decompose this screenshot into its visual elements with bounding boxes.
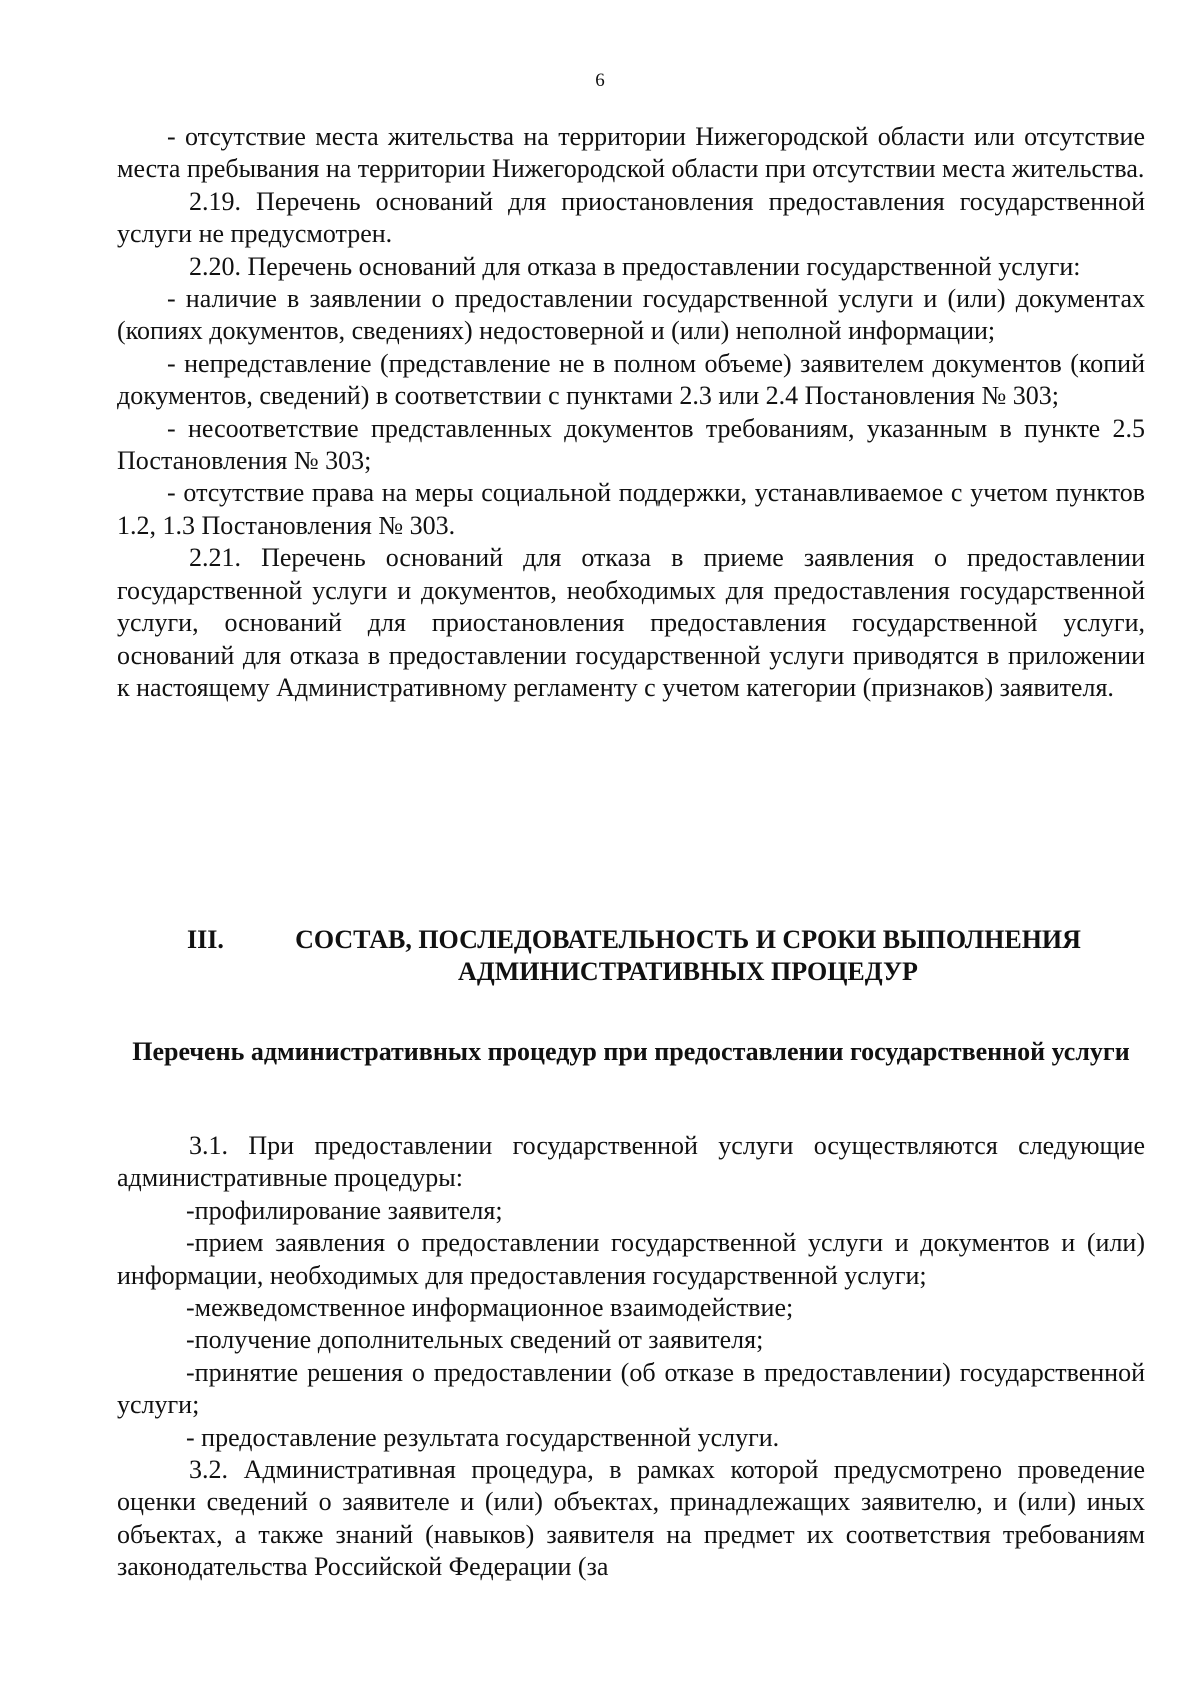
paragraph-3-1: 3.1. При предоставлении государственной услуги осуществляются следующие административные процедуры:	[117, 1131, 1145, 1193]
section-subheading: Перечень административных процедур при предоставлении государственной услуги	[132, 1037, 1130, 1066]
list-item-profiling: -профилирование заявителя;	[186, 1195, 503, 1225]
paragraph-missing-docs: - непредставление (представление не в полном объеме) заявителем документов (копий документов, сведений) в соответствии с пунктами 2.3 или 2.4 Постановления № 303;	[117, 348, 1145, 411]
paragraph-2-19: 2.19. Перечень оснований для приостановления предоставления государственной услуги не предусмотрен.	[117, 186, 1145, 249]
page-number: 6	[595, 70, 605, 91]
chapter-heading	[187, 924, 1117, 989]
chapter-title: СОСТАВ, ПОСЛЕДОВАТЕЛЬНОСТЬ И СРОКИ ВЫПОЛНЕНИЯ АДМИНИСТРАТИВНЫХ ПРОЦЕДУР	[295, 925, 1081, 987]
list-item-result: - предоставление результата государственной услуги.	[186, 1422, 780, 1452]
chapter-number: III.	[187, 925, 224, 954]
paragraph-2-21: 2.21. Перечень оснований для отказа в приеме заявления о предоставлении государственной услуги и документов, необходимых для предоставления государственной услуги, оснований для приостановления предоставления государственной услуги, оснований для отказа в предоставлении государственной услуги приводятся в приложении к настоящему Административному регламенту с учетом категории (признаков) заявителя.	[117, 543, 1145, 702]
list-item-reception: -прием заявления о предоставлении государственной услуги и документов и (или) информации, необходимых для предоставления государственной услуги;	[117, 1228, 1145, 1290]
section-procedures	[117, 1130, 1145, 1584]
paragraph-false-info: - наличие в заявлении о предоставлении государственной услуги и (или) документах (копиях документов, сведениях) недостоверной и (или) неполной информации;	[117, 284, 1145, 346]
paragraph-noncompliance: - несоответствие представленных документов требованиям, указанным в пункте 2.5 Постановления № 303;	[117, 413, 1145, 476]
paragraph-no-residence: - отсутствие места жительства на территории Нижегородской области или отсутствие места пребывания на территории Нижегородской области при отсутствии места жительства.	[117, 122, 1145, 184]
section-grounds	[117, 121, 1145, 704]
paragraph-no-right: - отсутствие права на меры социальной поддержки, устанавливаемое с учетом пунктов 1.2, 1.3 Постановления № 303.	[117, 478, 1145, 540]
list-item-additional-info: -получение дополнительных сведений от заявителя;	[186, 1325, 764, 1355]
paragraph-2-20: 2.20. Перечень оснований для отказа в предоставлении государственной услуги:	[189, 251, 1081, 281]
list-item-interagency: -межведомственное информационное взаимодействие;	[186, 1293, 794, 1323]
paragraph-3-2: 3.2. Административная процедура, в рамках которой предусмотрено проведение оценки сведений о заявителе и (или) объектах, принадлежащих заявителю, и (или) иных объектах, а также знаний (навыков) заявителя на предмет их соответствия требованиям законодательства Российской Федерации (за	[117, 1455, 1145, 1582]
list-item-decision: -принятие решения о предоставлении (об отказе в предоставлении) государственной услуги;	[117, 1357, 1145, 1420]
